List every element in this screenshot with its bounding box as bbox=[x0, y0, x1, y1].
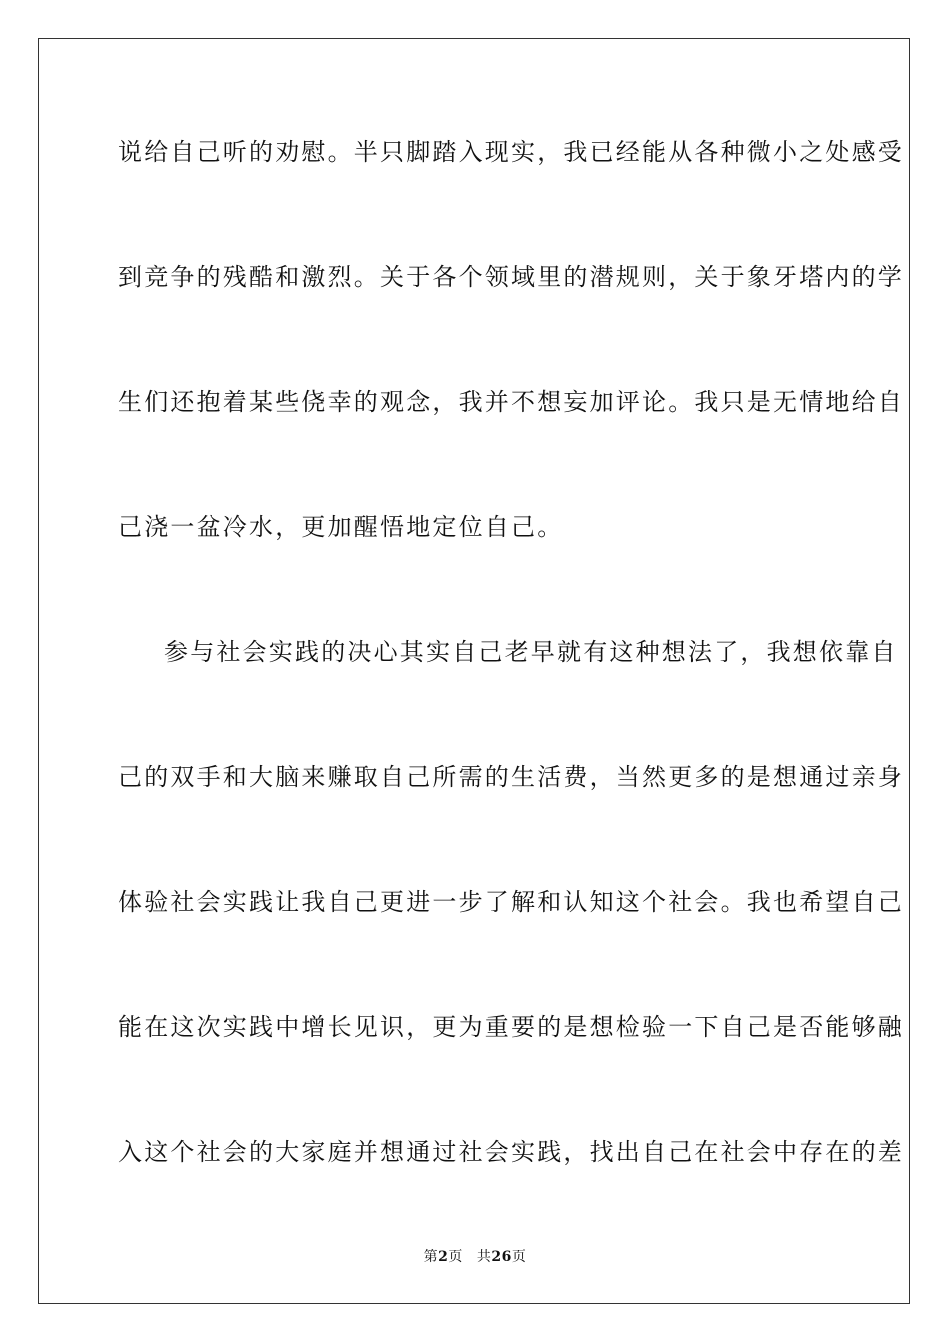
text-line: 体验社会实践让我自己更进一步了解和认知这个社会。我也希望自己 bbox=[118, 888, 904, 916]
text-line: 到竞争的残酷和激烈。关于各个领域里的潜规则，关于象牙塔内的学 bbox=[118, 263, 904, 291]
page-suffix: 页 bbox=[448, 1249, 463, 1265]
text-line: 生们还抱着某些侥幸的观念，我并不想妄加评论。我只是无情地给自 bbox=[118, 388, 904, 416]
page-number: 2 bbox=[438, 1249, 449, 1265]
text-line: 能在这次实践中增长见识，更为重要的是想检验一下自己是否能够融 bbox=[118, 1013, 904, 1041]
paragraph-first-line: 参与社会实践的决心其实自己老早就有这种想法了，我想依靠自 bbox=[164, 638, 898, 666]
text-line: 己浇一盆冷水，更加醒悟地定位自己。 bbox=[118, 513, 564, 541]
total-prefix: 共 bbox=[476, 1249, 492, 1265]
page-footer bbox=[0, 1248, 950, 1266]
text-line: 说给自己听的劝慰。半只脚踏入现实，我已经能从各种微小之处感受 bbox=[118, 138, 904, 166]
total-suffix: 页 bbox=[511, 1249, 527, 1265]
page-border bbox=[38, 38, 910, 1304]
page-prefix: 第 bbox=[423, 1249, 439, 1265]
text-line: 入这个社会的大家庭并想通过社会实践，找出自己在社会中存在的差 bbox=[118, 1138, 904, 1166]
total-pages: 26 bbox=[491, 1249, 512, 1265]
text-line: 己的双手和大脑来赚取自己所需的生活费，当然更多的是想通过亲身 bbox=[118, 763, 904, 791]
